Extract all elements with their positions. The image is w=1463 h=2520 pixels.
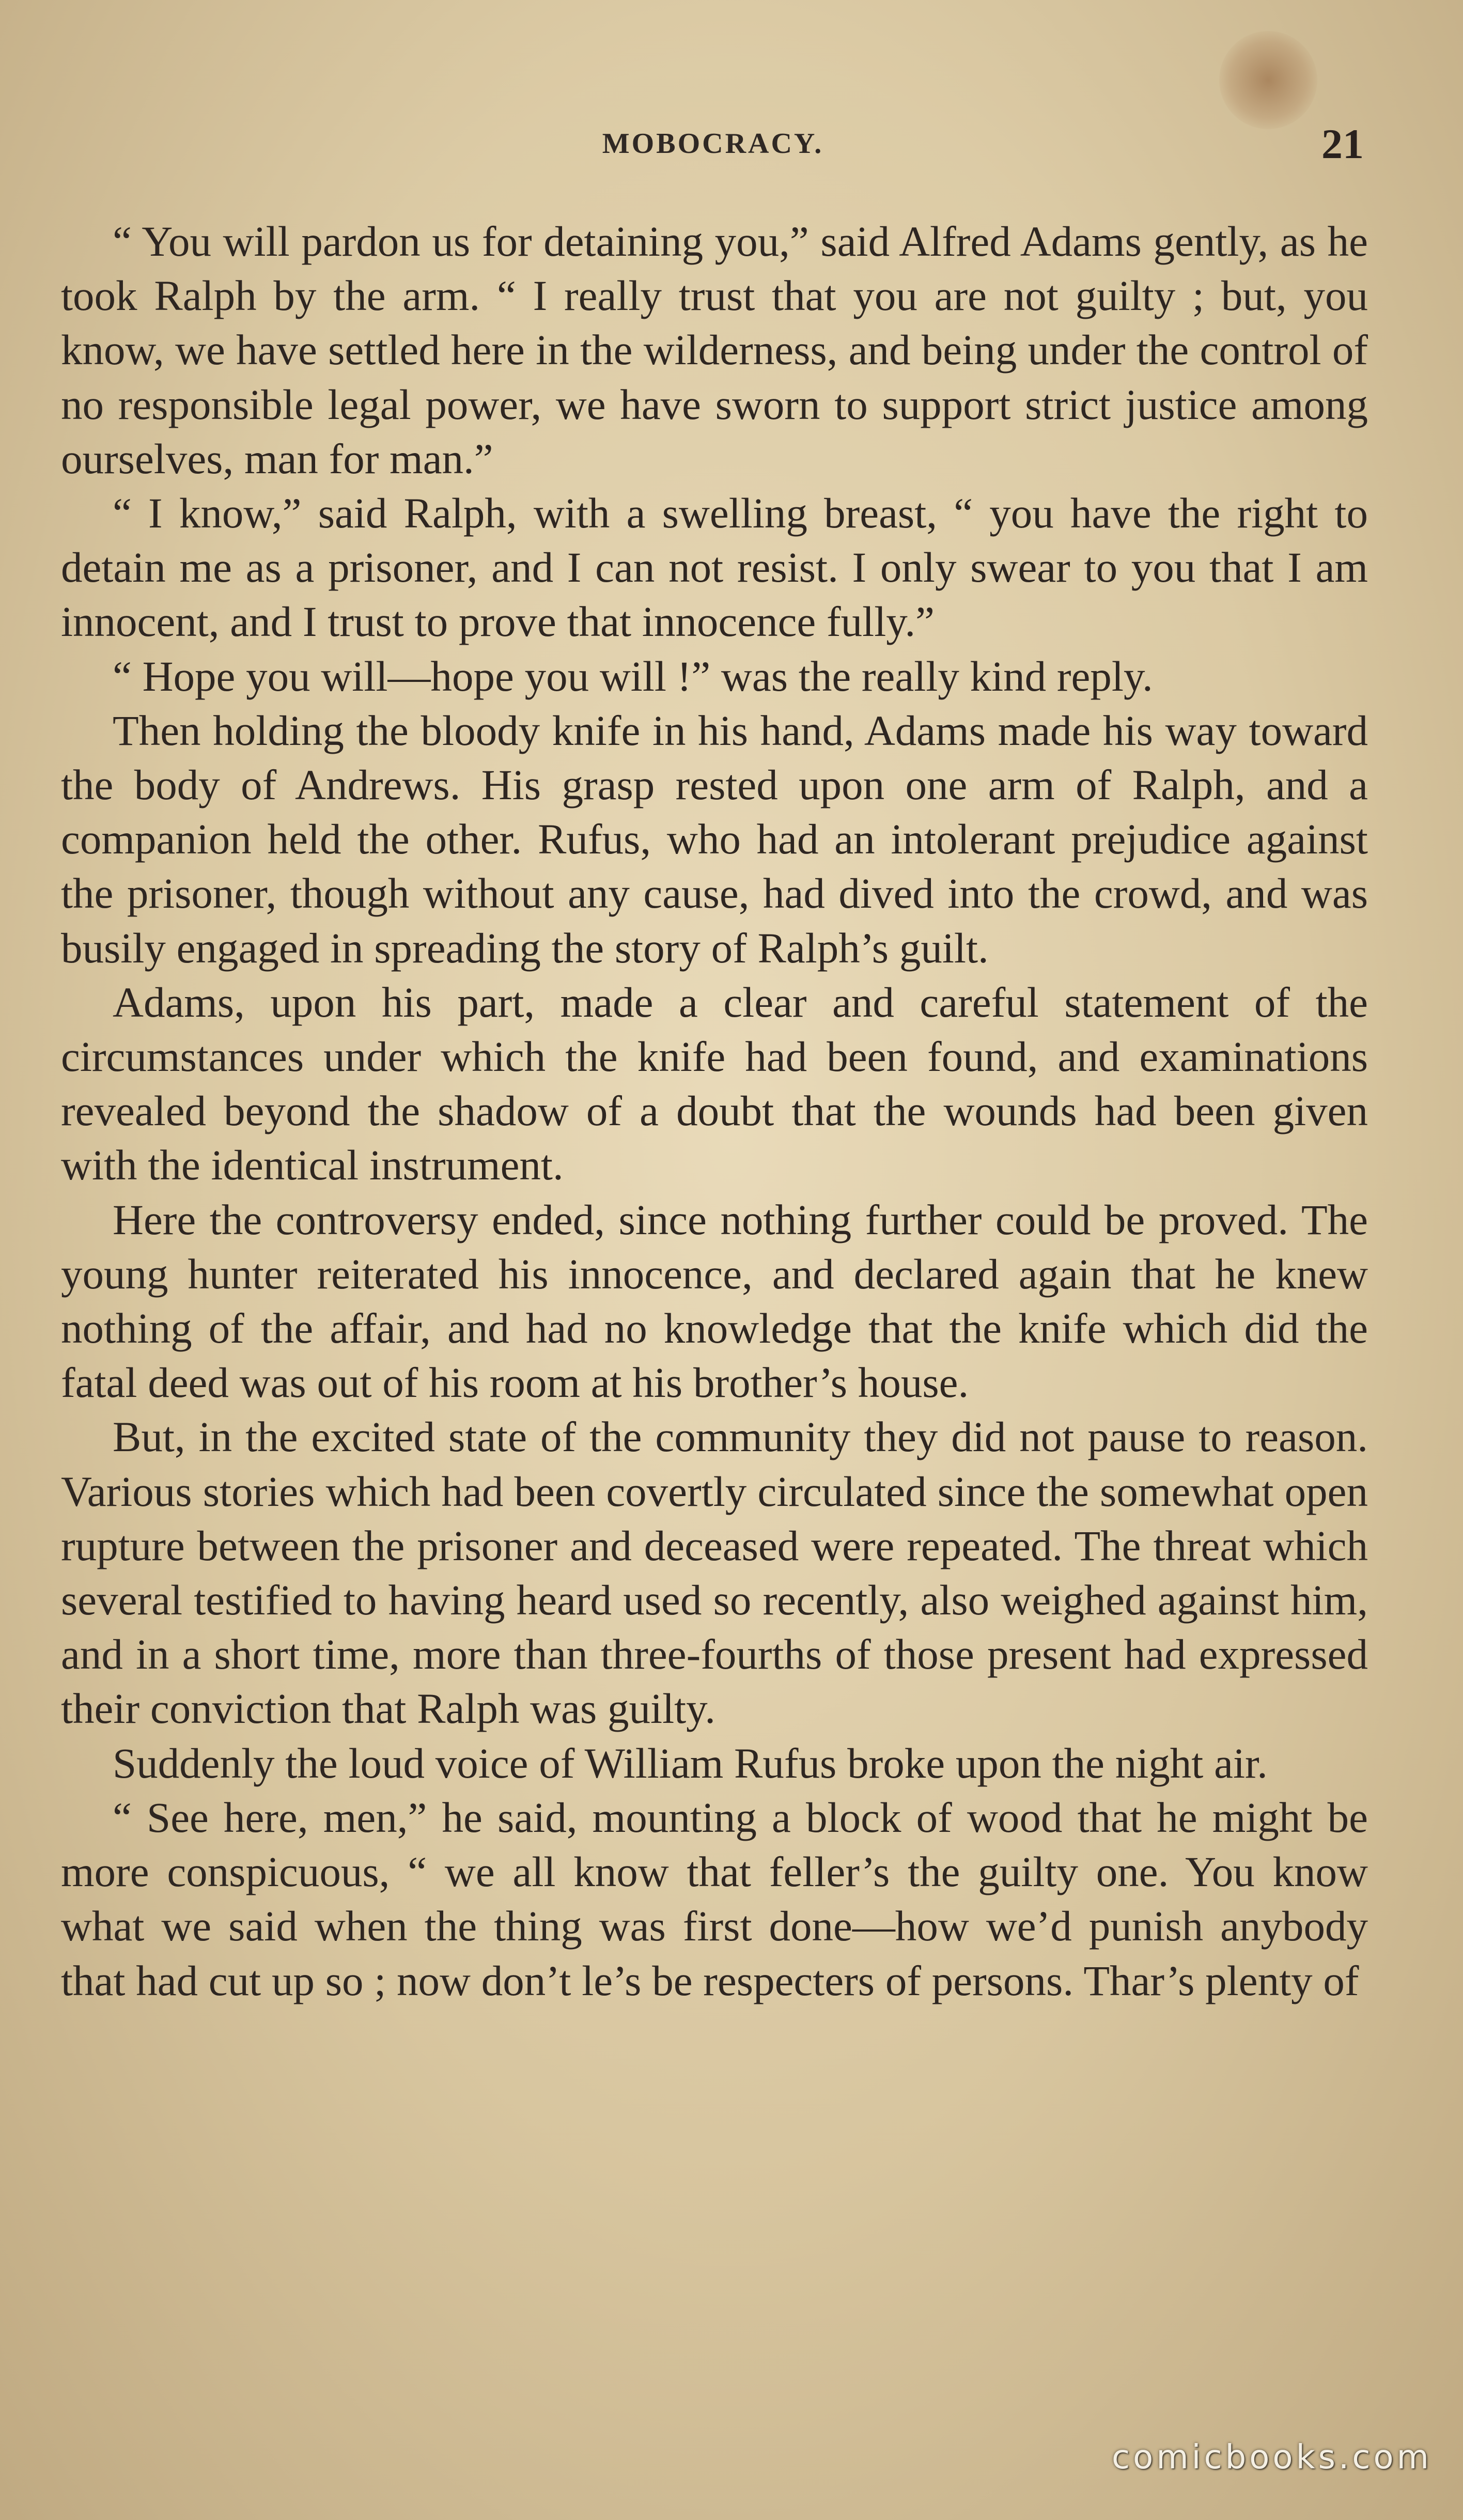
paragraph: “ Hope you will—hope you will !” was the really kind reply. <box>113 652 1153 700</box>
paragraph: Then holding the bloody knife in his hand, Adams made his way toward the body of Andrews. His grasp rested upon one arm of Ralph, and a companion held the other. Rufus, who had an intolerant prejudice against the prisoner, though without any cause, had dived into the crowd, and was busily engaged in spreading the story of Ralph’s guilt. <box>61 706 1368 972</box>
page-number: 21 <box>1321 120 1364 167</box>
watermark: comicbooks.com <box>1111 2438 1432 2477</box>
body-text <box>61 214 1368 2008</box>
paragraph: But, in the excited state of the community they did not pause to reason. Various stories which had been covertly circulated since the somewhat open rupture between the prisoner and deceased were repeated. The threat which several testified to having heard used so recently, also weighed against him, and in a short time, more than three-fourths of those present had expressed their conviction that Ralph was guilty. <box>61 1413 1368 1733</box>
page-header <box>62 120 1364 177</box>
paragraph: Suddenly the loud voice of William Rufus broke upon the night air. <box>113 1739 1268 1787</box>
paragraph: Adams, upon his part, made a clear and careful statement of the circumstances under which the knife had been found, and examinations revealed beyond the shadow of a doubt that the wounds had been given with the identical instrument. <box>61 978 1368 1189</box>
paragraph: Here the controversy ended, since nothing further could be proved. The young hunter reiterated his innocence, and declared again that he knew nothing of the affair, and had no knowledge that the knife which did the fatal deed was out of his room at his brother’s house. <box>61 1195 1368 1407</box>
paragraph: “ See here, men,” he said, mounting a block of wood that he might be more conspicuous, “ we all know that feller’s the guilty one. You know what we said when the thing was first done—how we’d punish anybody that had cut up so ; now don’t le’s be respecters of persons. Thar’s plenty of <box>61 1793 1368 2004</box>
running-title: MOBOCRACY. <box>602 128 824 160</box>
paragraph: “ You will pardon us for detaining you,” said Alfred Adams gently, as he took Ralph by the arm. “ I really trust that you are not guilty ; but, you know, we have settled here in the wilderness, and being under the control of no responsible legal power, we have sworn to support strict justice among ourselves, man for man.” <box>61 217 1368 483</box>
paragraph: “ I know,” said Ralph, with a swelling breast, “ you have the right to detain me as a prisoner, and I can not resist. I only swear to you that I am innocent, and I trust to prove that innocence fully.” <box>61 489 1368 646</box>
age-stain <box>1219 31 1317 129</box>
